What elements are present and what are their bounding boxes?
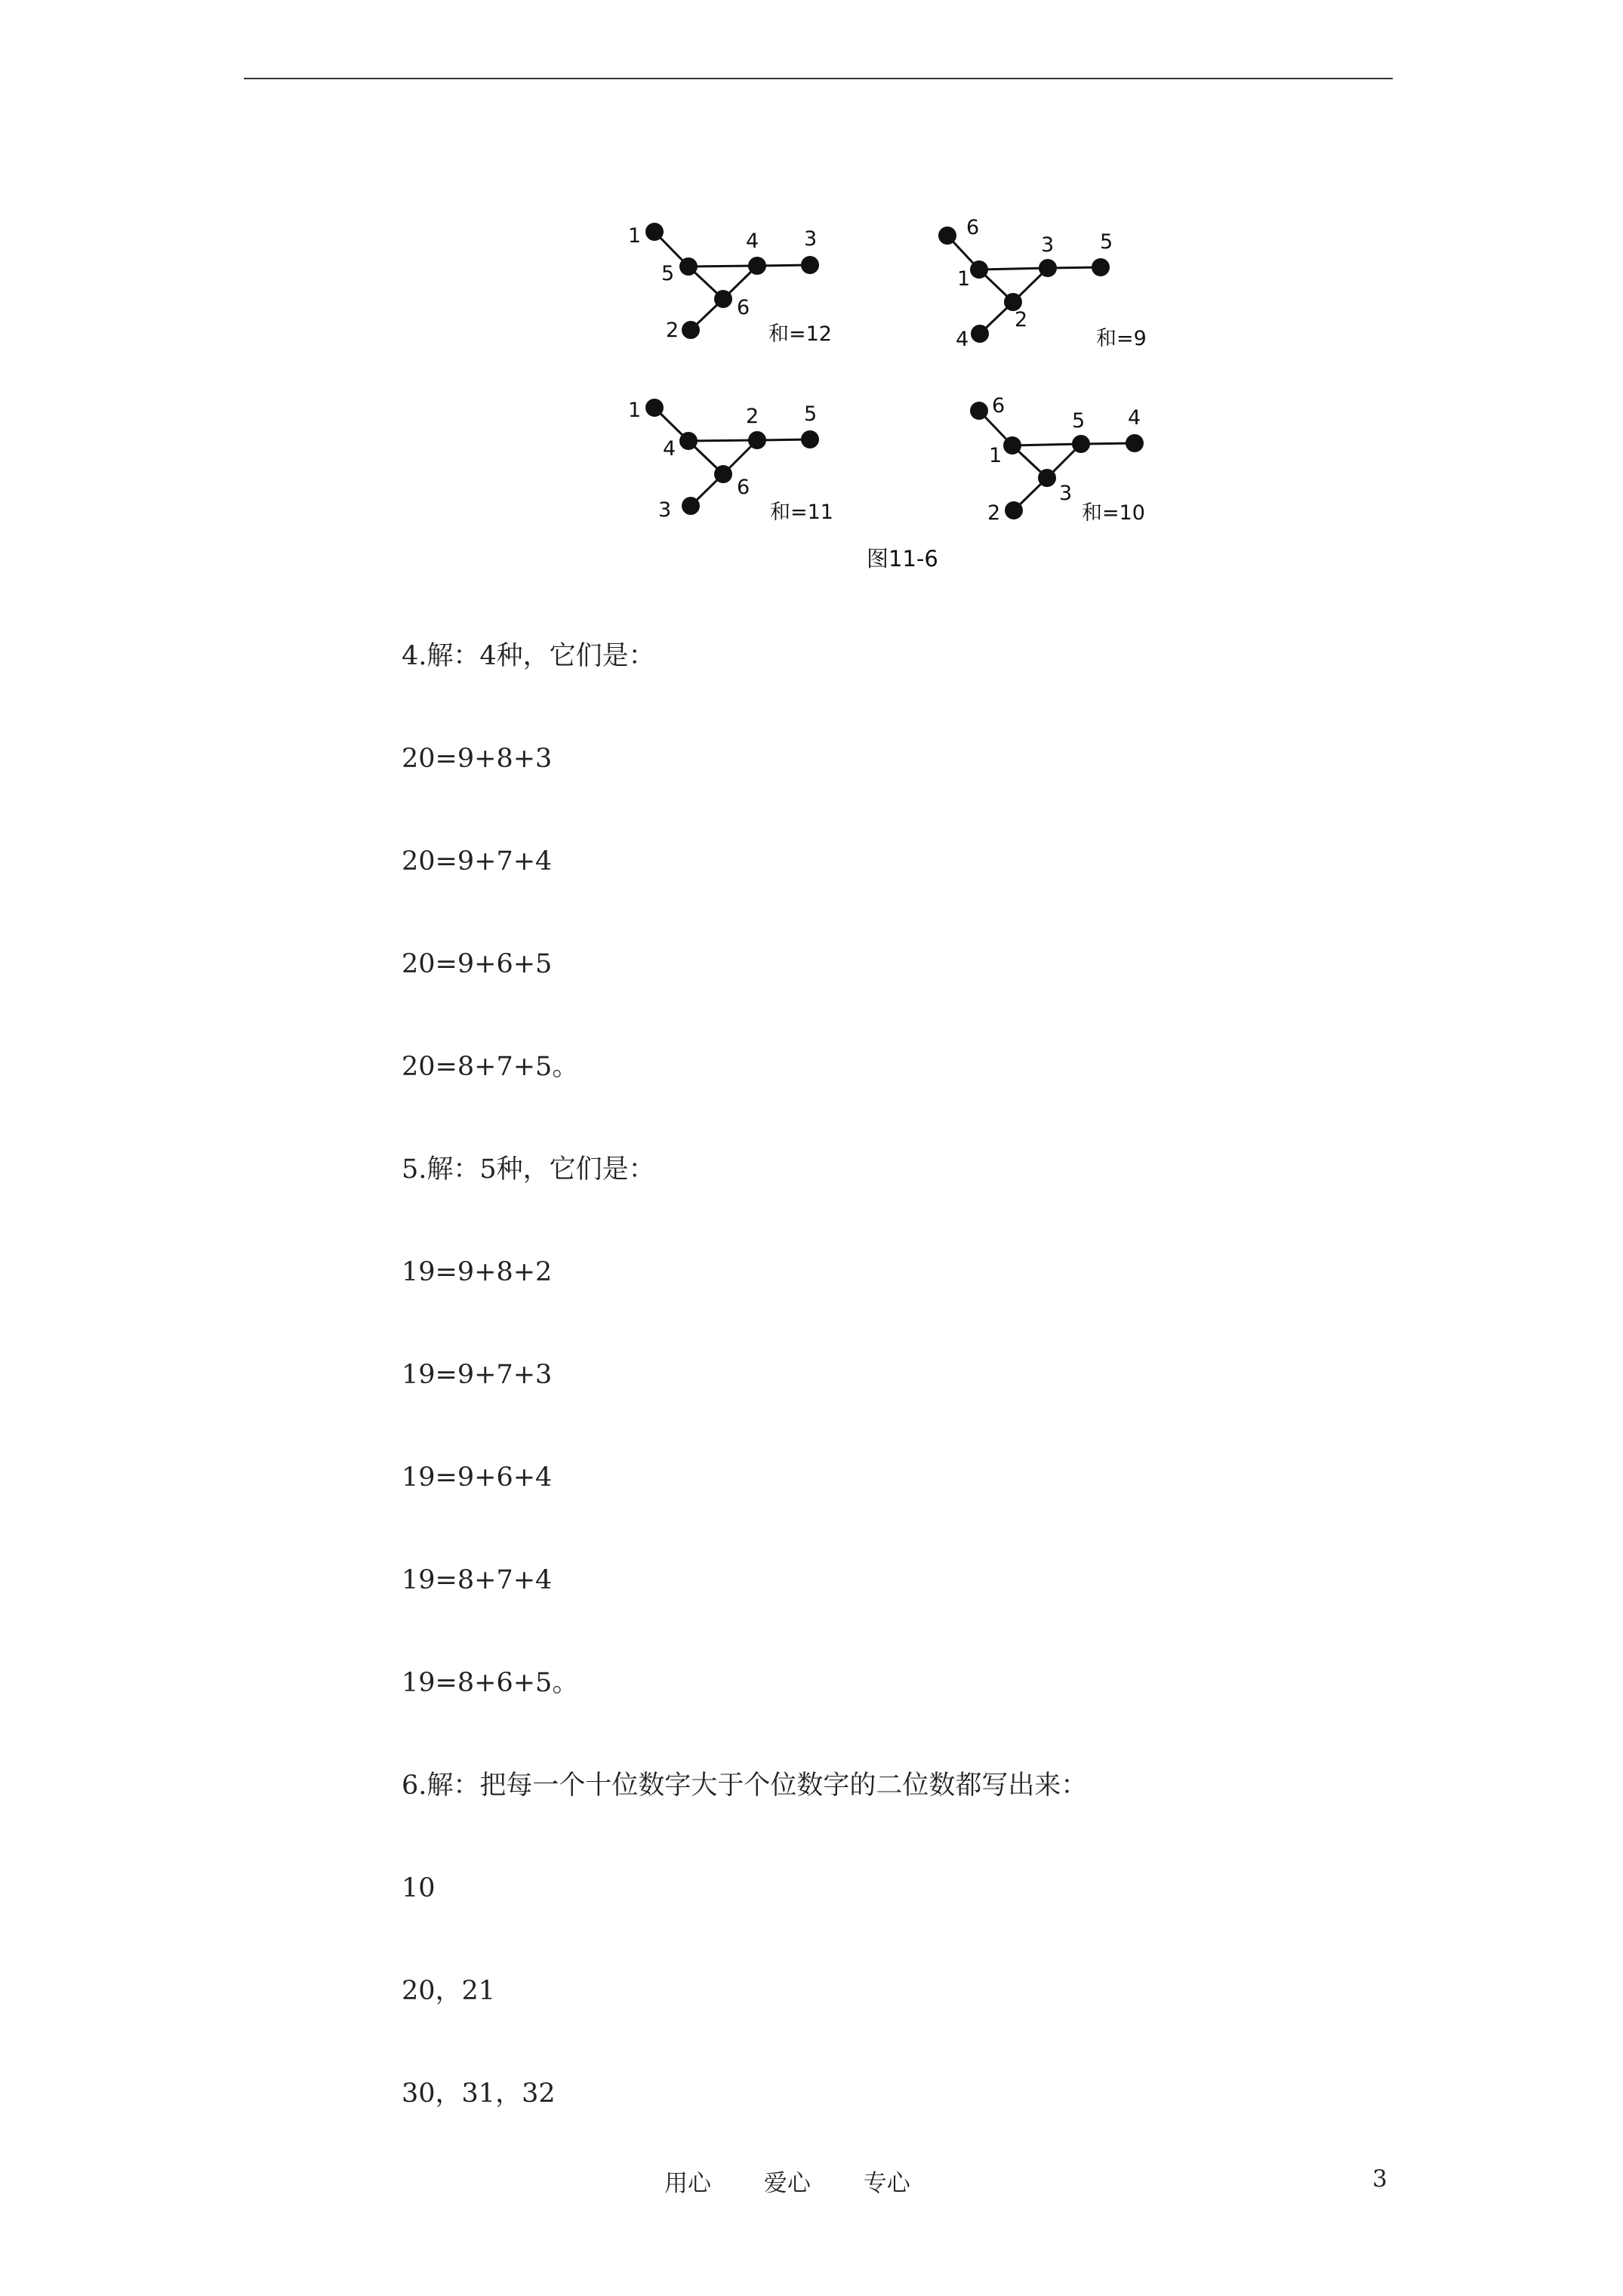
- node-label: 2: [987, 501, 1001, 525]
- node-label: 1: [628, 224, 642, 248]
- answer-6-heading: 6.解：把每一个十位数字大于个位数字的二位数都写出来：: [402, 1771, 1088, 1801]
- sum-label: 和=11: [770, 501, 833, 524]
- sum-label: 和=9: [1096, 327, 1147, 350]
- node-label: 2: [746, 405, 759, 428]
- node-label: 1: [957, 267, 971, 291]
- sum-label: 和=12: [768, 322, 832, 346]
- equation-line: 19=8+6+5。: [402, 1668, 579, 1698]
- node-label: 4: [663, 437, 676, 461]
- diagram-sum-10: [970, 394, 1145, 525]
- equation-line: 19=9+7+3: [402, 1360, 553, 1390]
- diagram-sum-11: [628, 399, 833, 524]
- answer-4-heading: 4.解：4种，它们是：: [402, 641, 655, 671]
- equation-line: 20=9+6+5: [402, 949, 553, 979]
- node-label: 3: [658, 498, 672, 522]
- equation-line: 20=9+8+3: [402, 744, 553, 774]
- node-label: 3: [1059, 482, 1073, 505]
- node-label: 1: [989, 444, 1002, 467]
- header-rule: [244, 78, 1393, 79]
- footer-item: 用心: [664, 2170, 711, 2197]
- node-label: 6: [992, 394, 1006, 418]
- node-label: 4: [1128, 406, 1141, 430]
- footer-item: 爱心: [763, 2170, 811, 2197]
- node-label: 6: [966, 216, 980, 239]
- node-label: 3: [1041, 233, 1055, 257]
- node-label: 5: [1100, 230, 1113, 254]
- footer-item: 专心: [863, 2170, 910, 2197]
- node-label: 6: [737, 476, 750, 499]
- footer-slogan: [664, 2164, 956, 2198]
- node-label: 5: [1072, 409, 1086, 433]
- node-label: 6: [737, 296, 750, 319]
- node-label: 4: [746, 230, 759, 253]
- node-label: 2: [666, 319, 679, 342]
- node-label: 4: [956, 328, 969, 351]
- equation-line: 19=9+6+4: [402, 1462, 553, 1493]
- diagram-sum-9: [938, 216, 1147, 351]
- equation-line: 20=8+7+5。: [402, 1052, 579, 1082]
- figure-11-6: [596, 204, 1170, 581]
- figure-caption: 图11-6: [867, 546, 938, 572]
- number-list-line: 30，31，32: [402, 2079, 556, 2109]
- page-number: 3: [1372, 2165, 1387, 2193]
- number-list-line: 10: [402, 1873, 436, 1903]
- equation-line: 19=9+8+2: [402, 1257, 553, 1287]
- number-list-line: 20，21: [402, 1976, 496, 2006]
- node-label: 3: [804, 227, 818, 251]
- equation-line: 20=9+7+4: [402, 846, 553, 877]
- equation-line: 19=8+7+4: [402, 1565, 553, 1595]
- node-label: 2: [1015, 308, 1028, 331]
- node-label: 1: [628, 399, 642, 422]
- node-label: 5: [661, 262, 675, 285]
- answer-5-heading: 5.解：5种，它们是：: [402, 1154, 655, 1185]
- diagram-sum-12: [628, 223, 832, 346]
- sum-label: 和=10: [1082, 501, 1145, 525]
- star-diagrams-svg: [596, 204, 1170, 581]
- node-label: 5: [804, 402, 818, 426]
